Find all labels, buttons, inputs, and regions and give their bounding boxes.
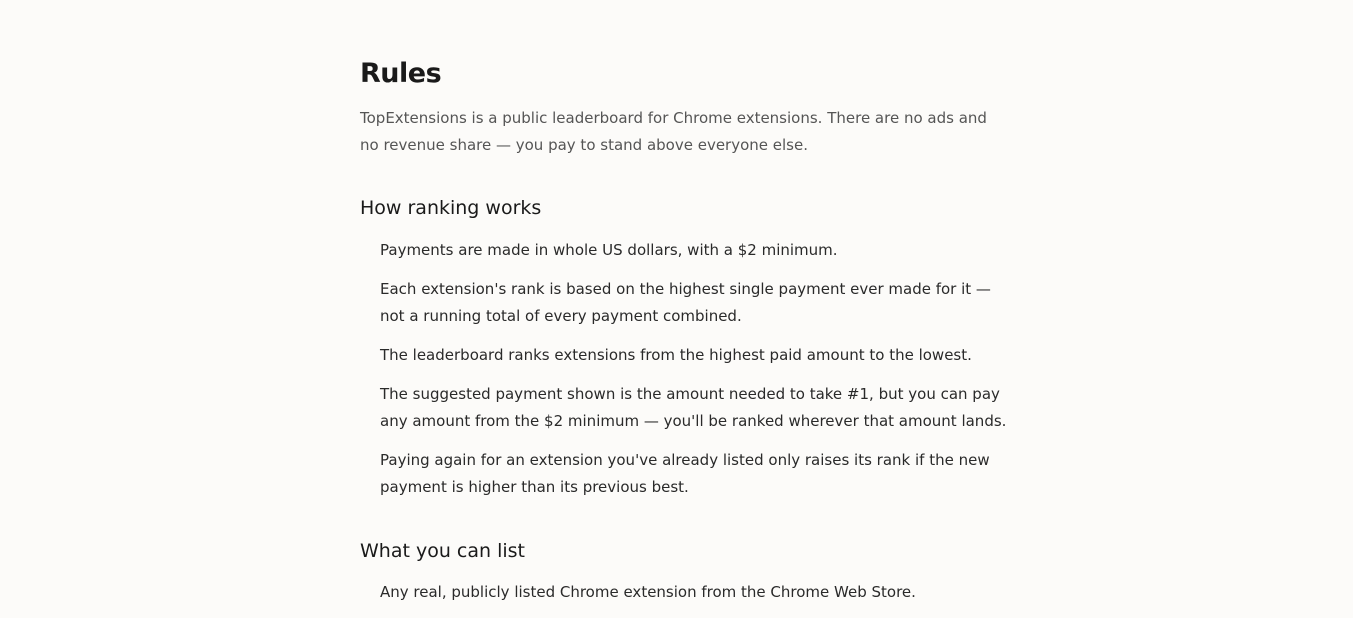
section-heading-what-you-can-list: What you can list [360,540,525,562]
list-item: Payments are made in whole US dollars, with a $2 minimum. [380,241,838,259]
list-item: Any real, publicly listed Chrome extension from the Chrome Web Store. [380,583,916,601]
section-heading-ranking: How ranking works [360,197,542,219]
list-item: Each extension's rank is based on the highest single payment ever made for it — not a running total of every payment combined. [380,280,991,325]
page-title: Rules [360,58,442,89]
ranking-rules-list [380,237,1010,513]
list-item: Paying again for an extension you've already listed only raises its rank if the new payment is higher than its previous best. [380,451,990,496]
listing-rules-list [380,579,1010,618]
page-intro: TopExtensions is a public leaderboard for Chrome extensions. There are no ads and no revenue share — you pay to stand above everyone else. [360,109,987,154]
list-item: The suggested payment shown is the amount needed to take #1, but you can pay any amount from the $2 minimum — you'll be ranked wherever that amount lands. [380,385,1007,430]
list-item: The leaderboard ranks extensions from the highest paid amount to the lowest. [380,346,972,364]
